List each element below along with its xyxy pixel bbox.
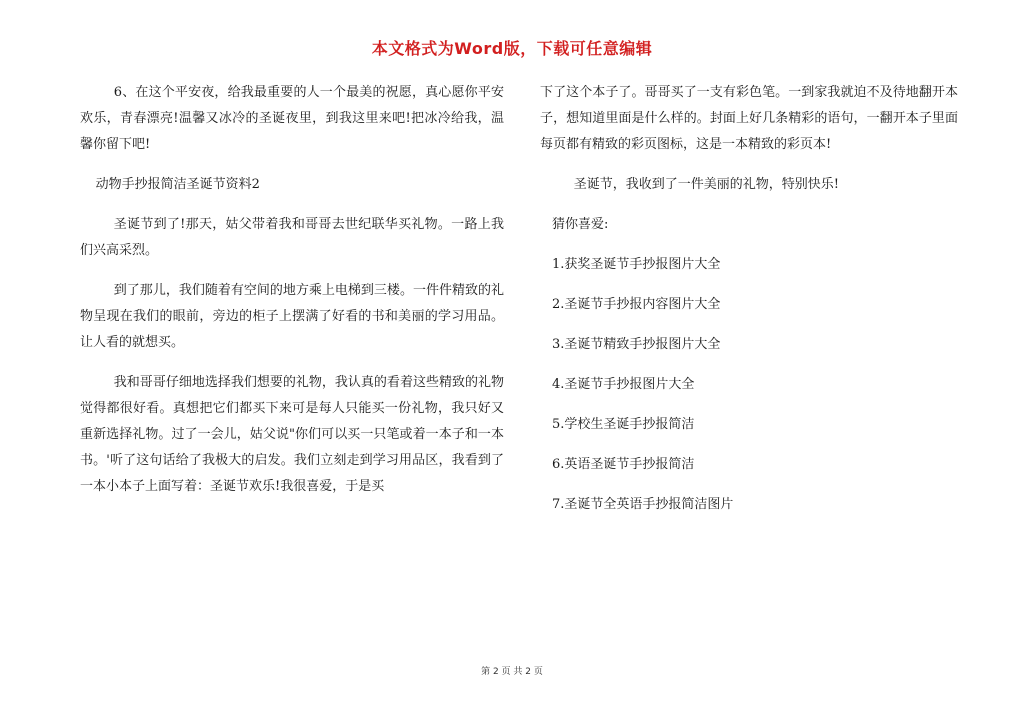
paragraph-store: 到了那儿，我们随着有空间的地方乘上电梯到三楼。一件件精致的礼物呈现在我们的眼前，旁边的柜子上摆满了好看的书和美丽的学习用品。让人看的就想买。: [80, 283, 504, 350]
guess-you-like-label: 猜你喜爱:: [552, 217, 609, 232]
related-link[interactable]: 4.圣诞节手抄报图片大全: [552, 377, 695, 392]
right-column: [540, 80, 958, 532]
related-link[interactable]: 5.学校生圣诞手抄报简洁: [552, 417, 695, 432]
related-link[interactable]: 3.圣诞节精致手抄报图片大全: [552, 337, 721, 352]
page-number: 第 2 页 共 2 页: [481, 667, 543, 677]
download-banner: 本文格式为Word版，下载可任意编辑: [371, 39, 653, 58]
related-link[interactable]: 6.英语圣诞节手抄报简洁: [552, 457, 695, 472]
paragraph-christmas-arrive: 圣诞节到了!那天，姑父带着我和哥哥去世纪联华买礼物。一路上我们兴高采烈。: [80, 217, 504, 258]
paragraph-notebook: 下了这个本子了。哥哥买了一支有彩色笔。一到家我就迫不及待地翻开本子，想知道里面是什么样的。封面上好几条精彩的语句，一翻开本子里面每页都有精致的彩页图标，这是一本精致的彩页本!: [540, 85, 958, 152]
related-link[interactable]: 2.圣诞节手抄报内容图片大全: [552, 297, 721, 312]
paragraph-happy: 圣诞节，我收到了一件美丽的礼物，特别快乐!: [573, 177, 840, 192]
left-column: [80, 80, 504, 514]
related-links-list: [540, 252, 958, 518]
paragraph-wish: 6、在这个平安夜，给我最重要的人一个最美的祝愿，真心愿你平安欢乐，青春漂亮!温馨又冰冷的圣诞夜里，到我这里来吧!把冰冷给我，温馨你留下吧!: [80, 85, 504, 152]
section-heading: 动物手抄报简洁圣诞节资料2: [95, 177, 260, 192]
related-link[interactable]: 1.获奖圣诞节手抄报图片大全: [552, 257, 721, 272]
related-link[interactable]: 7.圣诞节全英语手抄报简洁图片: [552, 497, 734, 512]
paragraph-choose-gift: 我和哥哥仔细地选择我们想要的礼物，我认真的看着这些精致的礼物觉得都很好看。真想把它们都买下来可是每人只能买一份礼物，我只好又重新选择礼物。过了一会儿，姑父说"你们可以买一只笔或着一本子和一本书。'听了这句话给了我极大的启发。我们立刻走到学习用品区，我看到了一本小本子上面写着：圣诞节欢乐!我很喜爱，于是买: [80, 375, 504, 494]
